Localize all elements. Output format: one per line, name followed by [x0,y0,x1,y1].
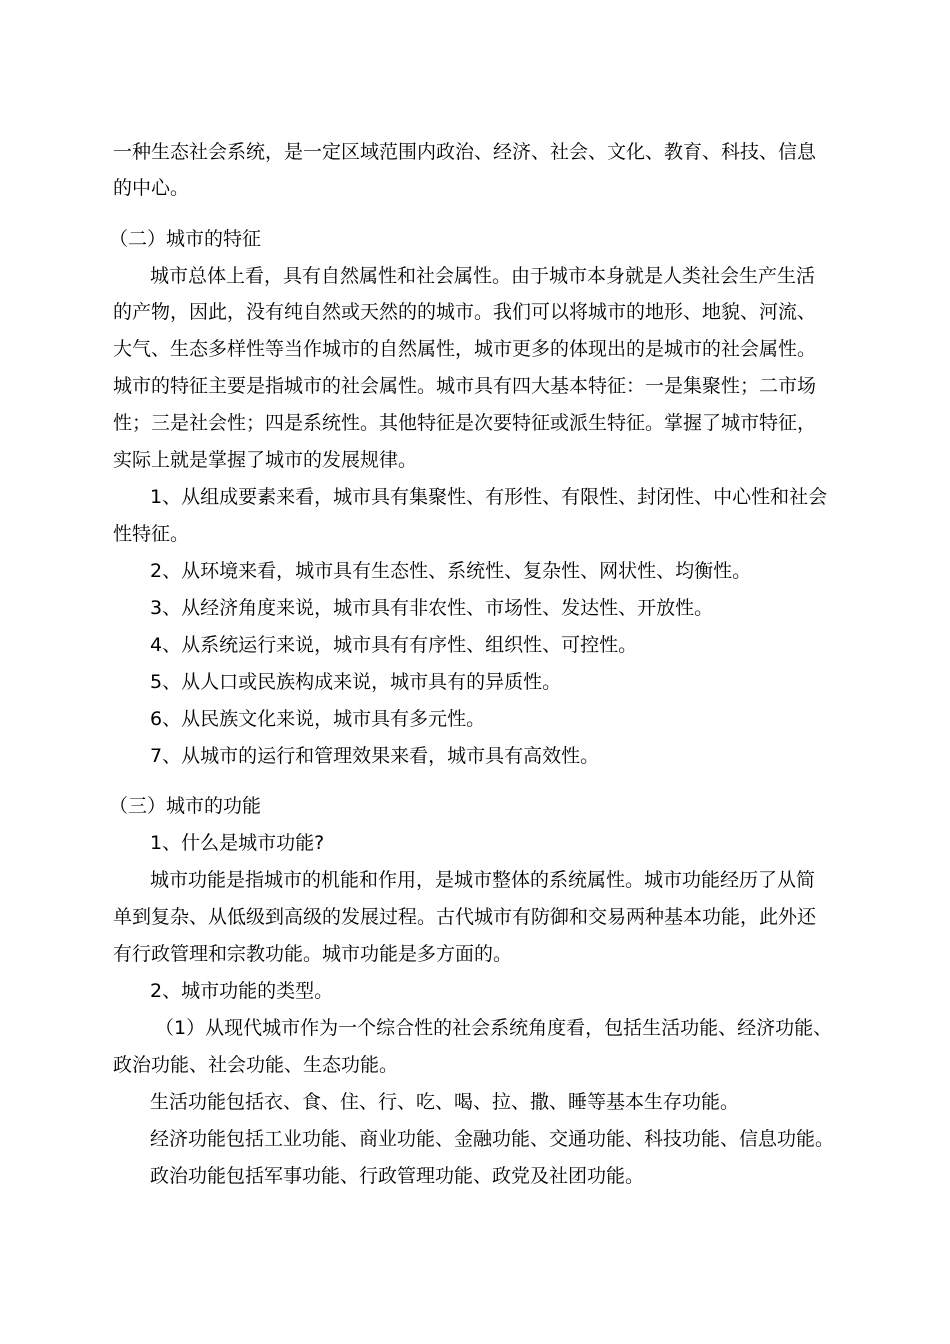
list-item: 3、从经济角度来说，城市具有非农性、市场性、发达性、开放性。 [150,597,714,619]
list-item: 6、从民族文化来说，城市具有多元性。 [150,708,486,730]
list-item: 7、从城市的运行和管理效果来看，城市具有高效性。 [150,745,600,767]
paragraph-line: 城市的特征主要是指城市的社会属性。城市具有四大基本特征：一是集聚性；二市场 [113,375,817,397]
paragraph-line: 城市总体上看，具有自然属性和社会属性。由于城市本身就是人类社会生产生活 [150,265,816,287]
paragraph-line: 大气、生态多样性等当作城市的自然属性，城市更多的体现出的是城市的社会属性。 [113,338,817,360]
list-item: 2、从环境来看，城市具有生态性、系统性、复杂性、网状性、均衡性。 [150,560,752,582]
paragraph-line: 有行政管理和宗教功能。城市功能是多方面的。 [113,943,513,965]
list-item-continuation: 性特征。 [113,523,190,545]
paragraph-line: 的产物，因此，没有纯自然或天然的的城市。我们可以将城市的地形、地貌、河流、 [113,301,817,323]
paragraph-line: 性；三是社会性；四是系统性。其他特征是次要特征或派生特征。掌握了城市特征， [113,412,817,434]
list-item-continuation: 政治功能、社会功能、生态功能。 [113,1054,399,1076]
paragraph-line: 城市功能是指城市的机能和作用，是城市整体的系统属性。城市功能经历了从简 [150,869,816,891]
section-heading-functions: （三）城市的功能 [109,795,262,817]
list-item: （1）从现代城市作为一个综合性的社会系统角度看，包括生活功能、经济功能、 [155,1017,833,1039]
paragraph-line: 一种生态社会系统，是一定区域范围内政治、经济、社会、文化、教育、科技、信息 [113,141,817,163]
paragraph-line: 经济功能包括工业功能、商业功能、金融功能、交通功能、科技功能、信息功能。 [150,1128,835,1150]
list-item: 5、从人口或民族构成来说，城市具有的异质性。 [150,671,562,693]
paragraph-line: 生活功能包括衣、食、住、行、吃、喝、拉、撒、睡等基本生存功能。 [150,1091,740,1113]
list-item: 4、从系统运行来说，城市具有有序性、组织性、可控性。 [150,634,638,656]
subheading: 1、什么是城市功能? [150,832,325,854]
section-heading-features: （二）城市的特征 [109,228,262,250]
list-item: 1、从组成要素来看，城市具有集聚性、有形性、有限性、封闭性、中心性和社会 [150,486,828,508]
paragraph-line: 实际上就是掌握了城市的发展规律。 [113,449,418,471]
paragraph-line: 单到复杂、从低级到高级的发展过程。古代城市有防御和交易两种基本功能，此外还 [113,906,817,928]
paragraph-line: 的中心。 [113,177,190,199]
paragraph-line: 政治功能包括军事功能、行政管理功能、政党及社团功能。 [150,1165,645,1187]
subheading: 2、城市功能的类型。 [150,980,334,1002]
